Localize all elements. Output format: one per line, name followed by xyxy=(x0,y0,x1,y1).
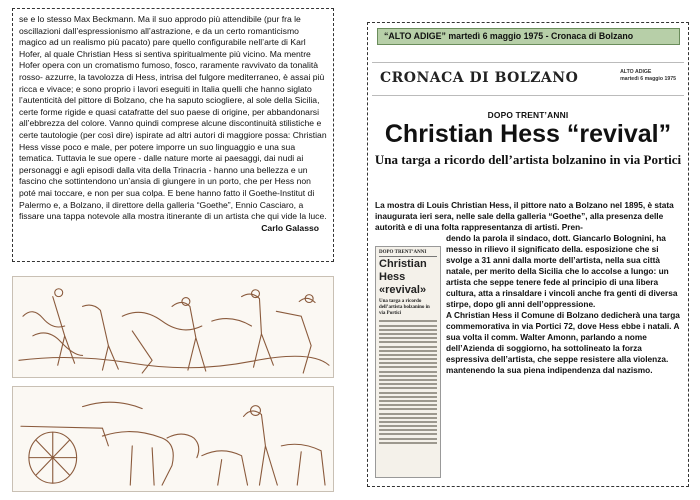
sketch-drawing-bottom xyxy=(12,386,334,492)
clipping-text-lines xyxy=(379,320,437,443)
clipping-title-line-3: «revival» xyxy=(379,284,427,296)
headline: Christian Hess “revival” xyxy=(384,120,672,148)
newspaper-clipping-thumbnail xyxy=(375,246,441,478)
kicker: DOPO TRENT’ANNI xyxy=(487,110,569,120)
subhead: Una targa a ricordo dell’artista bolzanino in via Portici xyxy=(374,152,682,167)
paper-date: martedì 6 maggio 1975 xyxy=(620,75,676,82)
clipping-kicker: DOPO TRENT’ANNI xyxy=(379,250,437,257)
article-body-top: La mostra di Louis Christian Hess, il pittore nato a Bolzano nel 1895, è stata inaugurata ieri sera, nelle sale della galleria “Goethe”, alla presenza delle autorità e di una folta rappresentanza di artisti. Pren- xyxy=(375,200,674,232)
clipping-title-line-1: Christian xyxy=(379,258,427,270)
signature: Carlo Galasso xyxy=(261,222,319,233)
left-text-box xyxy=(12,8,334,262)
article-paragraph-2: A Christian Hess il Comune di Bolzano dedicherà una targa commemorativa in via Portici 72, dove Hess ebbe i natali. A sua volta il comm. Walter Amonn, parlando a nome dell’Azienda di soggiorno, ha sottolineato la forza espressiva dell’artista, che seppe resistere alla violenza. mantenendo la sua piena indipendenza dal nazismo. xyxy=(446,310,680,375)
clipping-title-line-2: Hess xyxy=(379,271,406,283)
sketch-cart-oxen-icon xyxy=(13,387,333,491)
article-paragraph-1: dendo la parola il sindaco, dott. Giancarlo Bolognini, ha messo in rilievo il significato della. esposizione che si svolge a 31 anni dalla morte dell’artista, nella sua città natale, per merito della Sicilia che lo accolse a lungo: un artista che seppe tenere fede al principio di una libera cultura, atta a rinsaldare i vincoli anche fra genti di diversa stirpe, dopo gli anni dell’oppressione. xyxy=(446,233,678,309)
sketch-figures-icon xyxy=(13,277,333,377)
paper-name: ALTO ADIGE xyxy=(620,69,652,75)
left-paragraph: se e lo stesso Max Beckmann. Ma il suo approdo più attendibile (pur fra le oscillazioni dall’espressionismo all’astrazione, e da un certo romanticismo magico ad un realismo più pacato) pare quello configurabile nell’arte di Karl Hofer, al quale Christian Hess si sentiva spiritualmente più vicino. Ma mentre Hofer opera con un cromatismo fumoso, fosco, raramente ravvivato da tonalità rosso- azzurre, la tavolozza di Hess, intrisa del fulgore mediterraneo, è assai più ricca e vivace; e sono proprio i lavori eseguiti in Italia quelli che hanno siglato l’autenticità del pittore di Bolzano, che ha saputo sciogliere, al sole della Sicilia, certe forme rigide e quasi catafratte del suo paese di origine, per abbandonarsi all’ebbrezza del colore. Vanno quindi comprese alcune discontinuità stilistiche e certe tautologie (per così dire) ispirate ad altri autori di maggiore possa: Christian Hess visse poco e male, per potere imporre un suo linguaggio e una sua tematica. Tuttavia le sue opere - dalle nature morte ai paesaggi, dai nudi ai personaggi e agli episodi dalla vita della Trinacria - hanno una bellezza e un fascino che sottintendono un’ansia di giungere in un porto, che per Hess non poté mai toccare, e non per sua colpa. E bene hanno fatto il Goethe-Institut di Palermo e, a Bolzano, il direttore della galleria “Goethe”, Ennio Casciaro, a fissare una tappa notevole alla mostra itinerante di un artista che qui vide la luce. xyxy=(19,14,327,222)
masthead-date-block xyxy=(620,69,676,82)
header-band: “ALTO ADIGE” martedì 6 maggio 1975 - Cronaca di Bolzano xyxy=(377,28,680,45)
sketch-drawing-top xyxy=(12,276,334,378)
section-title: CRONACA DI BOLZANO xyxy=(380,70,579,86)
newspaper-masthead xyxy=(372,62,684,96)
clipping-subtitle: Una targa a ricordo dell’artista bolzanino in via Portici xyxy=(379,299,430,316)
article-body-right xyxy=(446,233,682,376)
